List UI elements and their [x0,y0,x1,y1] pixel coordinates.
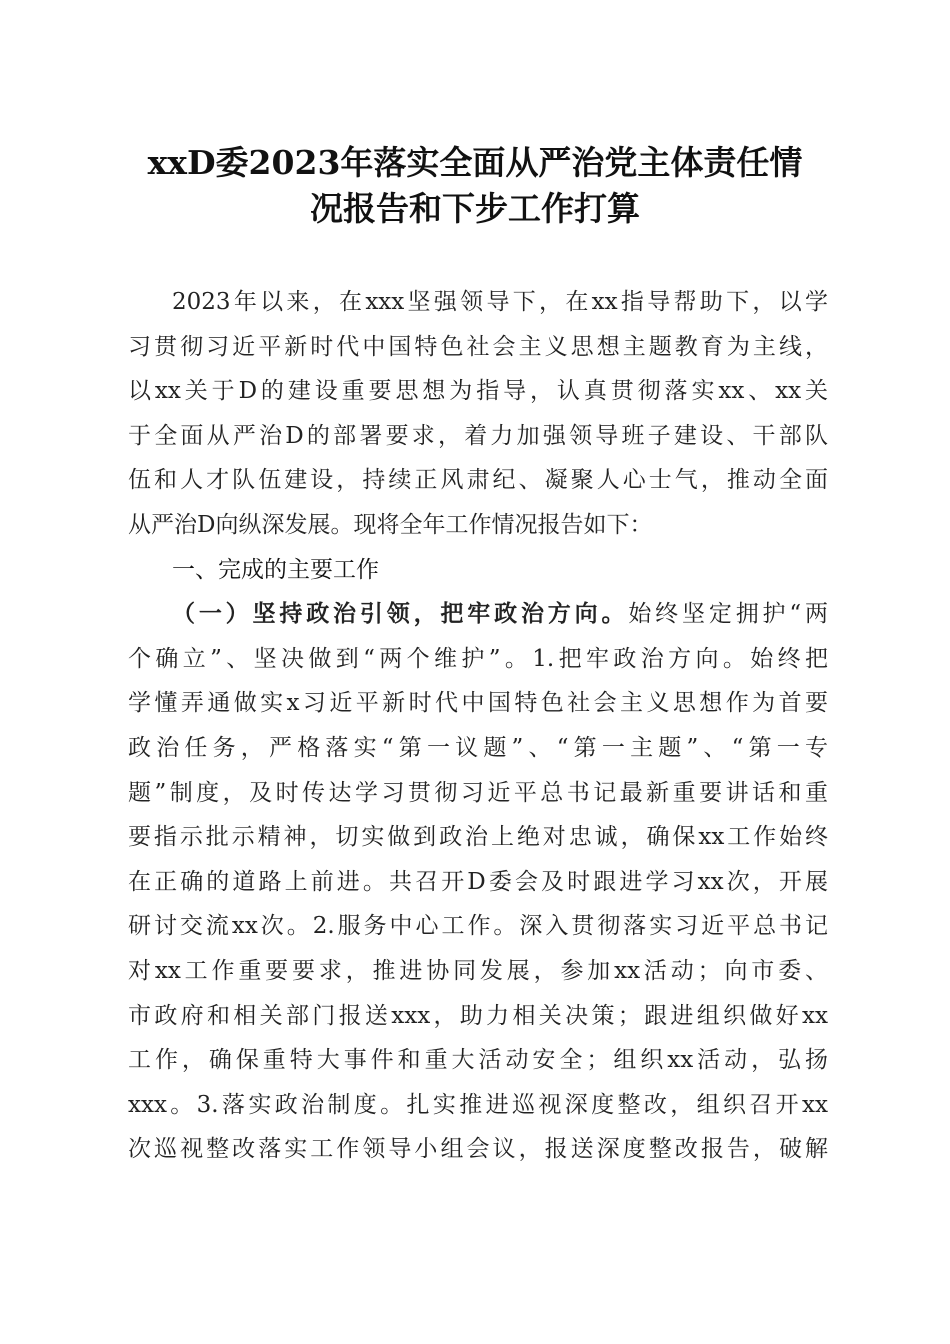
section1-line-2: 个确立”、坚决做到“两个维护”。1.把牢政治方向。始终把 [128,645,828,672]
section1-line-12: xxx。3.落实政治制度。扎实推进巡视深度整改，组织召开xx [128,1091,828,1118]
intro-line-4: 于全面从严治D的部署要求，着力加强领导班子建设、干部队 [128,422,828,449]
intro-line-2: 习贯彻习近平新时代中国特色社会主义思想主题教育为主线， [128,333,828,360]
section1-line-4: 政治任务，严格落实“第一议题”、“第一主题”、“第一专 [128,734,828,761]
section1-line-1 [128,592,828,637]
section1-lead: （一）坚持政治引领，把牢政治方向。 [172,600,629,628]
section1-line-8: 研讨交流xx次。2.服务中心工作。深入贯彻落实习近平总书记 [128,913,828,940]
title-line-1: xxD委2023年落实全面从严治党主体责任情 [147,143,803,182]
section1-line-3: 学懂弄通做实x习近平新时代中国特色社会主义思想作为首要 [128,690,828,717]
section1-first-rest: 始终坚定拥护“两 [628,601,828,628]
title-line-2: 况报告和下步工作打算 [310,189,640,228]
document-body [128,280,828,1172]
section1-line-6: 要指示批示精神，切实做到政治上绝对忠诚，确保xx工作始终 [128,824,828,851]
intro-line-3: 以xx关于D的建设重要思想为指导，认真贯彻落实xx、xx关 [128,378,828,405]
section1-line-10: 市政府和相关部门报送xxx，助力相关决策；跟进组织做好xx [128,1002,828,1029]
document-title [128,140,822,232]
intro-line-1: 2023年以来，在xxx坚强领导下，在xx指导帮助下，以学 [172,289,828,315]
section1-line-9: 对xx工作重要要求，推进协同发展，参加xx活动；向市委、 [128,957,828,984]
section1-line-7: 在正确的道路上前进。共召开D委会及时跟进学习xx次，开展 [128,868,828,895]
intro-line-5: 伍和人才队伍建设，持续正风肃纪、凝聚人心士气，推动全面 [128,467,828,494]
section-heading: 一、完成的主要工作 [172,556,379,583]
intro-line-6: 从严治D向纵深发展。现将全年工作情况报告如下： [128,511,653,538]
section1-line-5: 题”制度，及时传达学习贯彻习近平总书记最新重要讲话和重 [128,779,828,806]
section1-line-11: 工作，确保重特大事件和重大活动安全；组织xx活动，弘扬 [128,1047,828,1074]
section1-line-13: 次巡视整改落实工作领导小组会议，报送深度整改报告，破解 [128,1136,828,1163]
